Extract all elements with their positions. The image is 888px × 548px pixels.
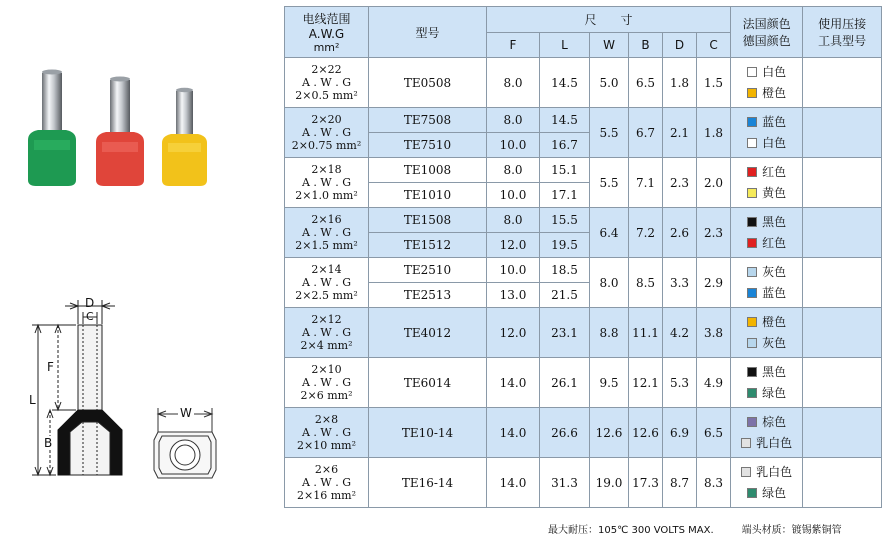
dim-w-cell: 6.4: [590, 208, 629, 258]
model-cell: TE1508: [369, 208, 487, 233]
table-row: [285, 158, 882, 183]
spec-table: [284, 6, 882, 508]
color-item: 灰色: [731, 333, 802, 354]
color-swatch-icon: [747, 188, 757, 198]
color-swatch-icon: [747, 167, 757, 177]
dim-label-f: F: [47, 360, 54, 374]
dim-w-cell: 19.0: [590, 458, 629, 508]
table-row: [285, 408, 882, 458]
dim-b-cell: 17.3: [629, 458, 663, 508]
color-item: 黄色: [731, 183, 802, 204]
dim-l-cell: 26.1: [540, 358, 590, 408]
color-cell: [731, 158, 803, 208]
dim-f-cell: 12.0: [487, 233, 540, 258]
dim-c-cell: 4.9: [697, 358, 731, 408]
dim-d-cell: 2.3: [663, 158, 697, 208]
dim-b-cell: 7.2: [629, 208, 663, 258]
table-row: [285, 258, 882, 283]
model-cell: TE1512: [369, 233, 487, 258]
dim-l-cell: 16.7: [540, 133, 590, 158]
wire-range-cell: 2×10 A . W . G 2×6 mm²: [285, 358, 369, 408]
dim-w-cell: 5.5: [590, 108, 629, 158]
header-col-d: D: [663, 33, 697, 58]
color-cell: [731, 358, 803, 408]
table-row: [285, 358, 882, 408]
color-item: 橙色: [731, 312, 802, 333]
model-cell: TE0508: [369, 58, 487, 108]
dim-l-cell: 21.5: [540, 283, 590, 308]
dim-l-cell: 31.3: [540, 458, 590, 508]
header-color: 法国颜色 德国颜色: [731, 7, 803, 58]
color-cell: [731, 408, 803, 458]
tool-cell: [803, 108, 882, 158]
dim-f-cell: 13.0: [487, 283, 540, 308]
color-cell: [731, 258, 803, 308]
dim-w-cell: 9.5: [590, 358, 629, 408]
dim-label-c: C: [86, 310, 94, 323]
header-col-c: C: [697, 33, 731, 58]
color-item: 黑色: [731, 212, 802, 233]
dim-f-cell: 14.0: [487, 408, 540, 458]
model-cell: TE4012: [369, 308, 487, 358]
color-item: 红色: [731, 162, 802, 183]
color-swatch-icon: [747, 238, 757, 248]
color-item: 灰色: [731, 262, 802, 283]
dim-l-cell: 18.5: [540, 258, 590, 283]
tool-cell: [803, 358, 882, 408]
color-cell: [731, 208, 803, 258]
model-cell: TE7510: [369, 133, 487, 158]
dim-label-d: D: [85, 296, 95, 310]
dim-d-cell: 5.3: [663, 358, 697, 408]
model-cell: TE2510: [369, 258, 487, 283]
tool-cell: [803, 208, 882, 258]
header-col-b: B: [629, 33, 663, 58]
dim-l-cell: 17.1: [540, 183, 590, 208]
wire-range-cell: 2×16 A . W . G 2×1.5 mm²: [285, 208, 369, 258]
color-swatch-icon: [747, 288, 757, 298]
dim-d-cell: 3.3: [663, 258, 697, 308]
dim-l-cell: 19.5: [540, 233, 590, 258]
color-cell: [731, 308, 803, 358]
wire-range-cell: 2×22 A . W . G 2×0.5 mm²: [285, 58, 369, 108]
red-ferrule-photo: [96, 77, 144, 187]
illustration-panel: [0, 0, 282, 544]
color-swatch-icon: [741, 438, 751, 448]
table-row: [285, 208, 882, 233]
tool-cell: [803, 308, 882, 358]
model-cell: TE2513: [369, 283, 487, 308]
model-cell: TE6014: [369, 358, 487, 408]
dim-c-cell: 2.0: [697, 158, 731, 208]
tool-cell: [803, 58, 882, 108]
color-item: 绿色: [731, 483, 802, 504]
table-row: [285, 108, 882, 133]
dim-f-cell: 10.0: [487, 183, 540, 208]
dim-f-cell: 14.0: [487, 358, 540, 408]
dim-c-cell: 1.5: [697, 58, 731, 108]
dim-f-cell: 12.0: [487, 308, 540, 358]
dim-b-cell: 12.6: [629, 408, 663, 458]
color-item: 绿色: [731, 383, 802, 404]
color-item: 白色: [731, 62, 802, 83]
model-cell: TE7508: [369, 108, 487, 133]
dim-b-cell: 7.1: [629, 158, 663, 208]
color-swatch-icon: [747, 67, 757, 77]
color-cell: [731, 458, 803, 508]
color-item: 红色: [731, 233, 802, 254]
table-row: [285, 458, 882, 508]
color-swatch-icon: [747, 217, 757, 227]
color-item: 棕色: [731, 412, 802, 433]
header-tool: 使用压接 工具型号: [803, 7, 882, 58]
wire-range-cell: 2×18 A . W . G 2×1.0 mm²: [285, 158, 369, 208]
dim-d-cell: 1.8: [663, 58, 697, 108]
dim-f-cell: 8.0: [487, 58, 540, 108]
green-ferrule-photo: [28, 70, 76, 187]
dim-d-cell: 6.9: [663, 408, 697, 458]
dim-b-cell: 8.5: [629, 258, 663, 308]
yellow-ferrule-photo: [162, 88, 207, 186]
header-col-w: W: [590, 33, 629, 58]
dim-f-cell: 8.0: [487, 208, 540, 233]
color-swatch-icon: [747, 388, 757, 398]
dim-l-cell: 26.6: [540, 408, 590, 458]
dim-label-l: L: [29, 393, 36, 407]
dim-f-cell: 14.0: [487, 458, 540, 508]
dim-f-cell: 10.0: [487, 258, 540, 283]
dim-c-cell: 2.9: [697, 258, 731, 308]
color-swatch-icon: [747, 138, 757, 148]
wire-range-cell: 2×20 A . W . G 2×0.75 mm²: [285, 108, 369, 158]
tool-cell: [803, 258, 882, 308]
color-swatch-icon: [747, 417, 757, 427]
color-item: 白色: [731, 133, 802, 154]
color-item: 蓝色: [731, 283, 802, 304]
dim-w-cell: 8.8: [590, 308, 629, 358]
model-cell: TE16-14: [369, 458, 487, 508]
color-swatch-icon: [747, 267, 757, 277]
dim-l-cell: 14.5: [540, 108, 590, 133]
color-swatch-icon: [747, 317, 757, 327]
dim-l-cell: 23.1: [540, 308, 590, 358]
header-col-l: L: [540, 33, 590, 58]
dim-w-cell: 8.0: [590, 258, 629, 308]
color-cell: [731, 58, 803, 108]
color-item: 黑色: [731, 362, 802, 383]
dim-b-cell: 11.1: [629, 308, 663, 358]
dim-label-b: B: [44, 436, 53, 450]
dim-w-cell: 12.6: [590, 408, 629, 458]
color-item: 橙色: [731, 83, 802, 104]
dim-d-cell: 4.2: [663, 308, 697, 358]
header-wire-range: 电线范围 A.W.G mm²: [285, 7, 369, 58]
dim-b-cell: 6.5: [629, 58, 663, 108]
dim-l-cell: 14.5: [540, 58, 590, 108]
color-swatch-icon: [747, 367, 757, 377]
header-dimensions: 尺 寸: [487, 7, 731, 33]
dim-w-cell: 5.0: [590, 58, 629, 108]
color-item: 蓝色: [731, 112, 802, 133]
color-swatch-icon: [741, 467, 751, 477]
dim-c-cell: 8.3: [697, 458, 731, 508]
dim-w-cell: 5.5: [590, 158, 629, 208]
dim-f-cell: 10.0: [487, 133, 540, 158]
dim-l-cell: 15.1: [540, 158, 590, 183]
color-swatch-icon: [747, 117, 757, 127]
dim-c-cell: 2.3: [697, 208, 731, 258]
footer-material: 端头材质：镀锡紫铜管: [741, 525, 842, 536]
wire-range-cell: 2×12 A . W . G 2×4 mm²: [285, 308, 369, 358]
tool-cell: [803, 408, 882, 458]
dim-d-cell: 8.7: [663, 458, 697, 508]
model-cell: TE1010: [369, 183, 487, 208]
color-swatch-icon: [747, 338, 757, 348]
dim-f-cell: 8.0: [487, 158, 540, 183]
dim-c-cell: 3.8: [697, 308, 731, 358]
footer-note: [548, 521, 842, 536]
color-swatch-icon: [747, 88, 757, 98]
dim-c-cell: 6.5: [697, 408, 731, 458]
dim-c-cell: 1.8: [697, 108, 731, 158]
product-illustration: [0, 0, 282, 544]
header-col-f: F: [487, 33, 540, 58]
wire-range-cell: 2×8 A . W . G 2×10 mm²: [285, 408, 369, 458]
color-item: 乳白色: [731, 462, 802, 483]
dim-d-cell: 2.6: [663, 208, 697, 258]
color-cell: [731, 108, 803, 158]
dim-label-w: W: [180, 406, 192, 420]
dim-d-cell: 2.1: [663, 108, 697, 158]
model-cell: TE1008: [369, 158, 487, 183]
color-item: 乳白色: [731, 433, 802, 454]
dim-f-cell: 8.0: [487, 108, 540, 133]
model-cell: TE10-14: [369, 408, 487, 458]
wire-range-cell: 2×6 A . W . G 2×16 mm²: [285, 458, 369, 508]
tool-cell: [803, 158, 882, 208]
dim-b-cell: 6.7: [629, 108, 663, 158]
table-row: [285, 58, 882, 108]
dim-l-cell: 15.5: [540, 208, 590, 233]
wire-range-cell: 2×14 A . W . G 2×2.5 mm²: [285, 258, 369, 308]
tool-cell: [803, 458, 882, 508]
header-model: 型号: [369, 7, 487, 58]
dim-b-cell: 12.1: [629, 358, 663, 408]
color-swatch-icon: [747, 488, 757, 498]
spec-table-body: [285, 58, 882, 508]
table-row: [285, 308, 882, 358]
footer-voltage: 最大耐压：105℃ 300 VOLTS MAX.: [548, 525, 714, 536]
